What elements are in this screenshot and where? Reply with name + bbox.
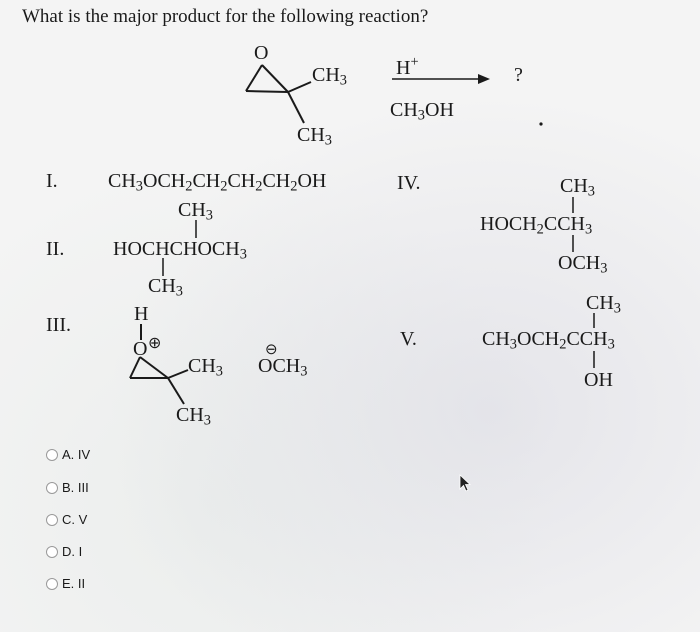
option-e-label: E. II: [62, 576, 86, 591]
option-d[interactable]: [46, 544, 82, 559]
reactant-methyl-bottom: $CH_3$: [297, 124, 332, 149]
epoxide-oxygen: O: [254, 42, 269, 64]
structure-II-formula: $HOCHCHOCH_3$: [113, 238, 247, 263]
structure-IV-formula: $HOCH_2CCH_3$: [480, 213, 593, 238]
structure-II-bottom-methyl: $CH_3$: [148, 275, 183, 300]
structure-III-label: III.: [46, 314, 71, 336]
option-b-label: B. III: [62, 480, 89, 495]
option-b[interactable]: [46, 480, 89, 495]
structure-III-methyl-bottom: $CH_3$: [176, 404, 211, 429]
reagent-acid: H+: [396, 54, 419, 79]
structure-IV-top-methyl: $CH_3$: [560, 175, 595, 200]
negative-charge-icon: ⊖: [265, 342, 278, 358]
product-unknown: ?: [514, 64, 523, 86]
structure-III-oxygen: O: [133, 338, 148, 360]
option-e[interactable]: [46, 576, 85, 591]
radio-button-icon[interactable]: [46, 449, 58, 461]
structure-V-top-methyl: $CH_3$: [586, 292, 621, 317]
structure-V-hydroxyl: OH: [584, 369, 613, 391]
radio-button-icon[interactable]: [46, 578, 58, 590]
stray-dot: [539, 122, 542, 125]
radio-button-icon[interactable]: [46, 546, 58, 558]
epoxide-ring: [246, 65, 311, 123]
question-text: What is the major product for the following reaction?: [22, 6, 429, 27]
option-a[interactable]: [46, 447, 90, 462]
mouse-cursor-icon: [459, 474, 473, 492]
structure-II-label: II.: [46, 238, 65, 260]
structure-V-label: V.: [400, 328, 417, 350]
structure-III-hydrogen: H: [134, 303, 149, 325]
methoxide-ion: $OCH_3$: [258, 355, 308, 380]
structure-I-label: I.: [46, 170, 58, 192]
structure-IV-label: IV.: [397, 172, 421, 194]
radio-button-icon[interactable]: [46, 482, 58, 494]
structure-I-formula: $CH_3OCH_2CH_2CH_2CH_2OH$: [108, 170, 327, 195]
option-c[interactable]: [46, 512, 87, 527]
structure-III-methyl-right: $CH_3$: [188, 355, 223, 380]
option-c-label: C. V: [62, 512, 88, 527]
structure-IV-methoxy: $OCH_3$: [558, 252, 608, 277]
structure-V-formula: $CH_3OCH_2CCH_3$: [482, 328, 615, 353]
reagent-methanol: $CH_3OH$: [390, 99, 454, 124]
option-a-label: A. IV: [62, 447, 91, 462]
structure-II-top-methyl: $CH_3$: [178, 199, 213, 224]
radio-button-icon[interactable]: [46, 514, 58, 526]
reactant-methyl-top: $CH_3$: [312, 64, 347, 89]
positive-charge-icon: ⊕: [148, 335, 162, 352]
option-d-label: D. I: [62, 544, 83, 559]
